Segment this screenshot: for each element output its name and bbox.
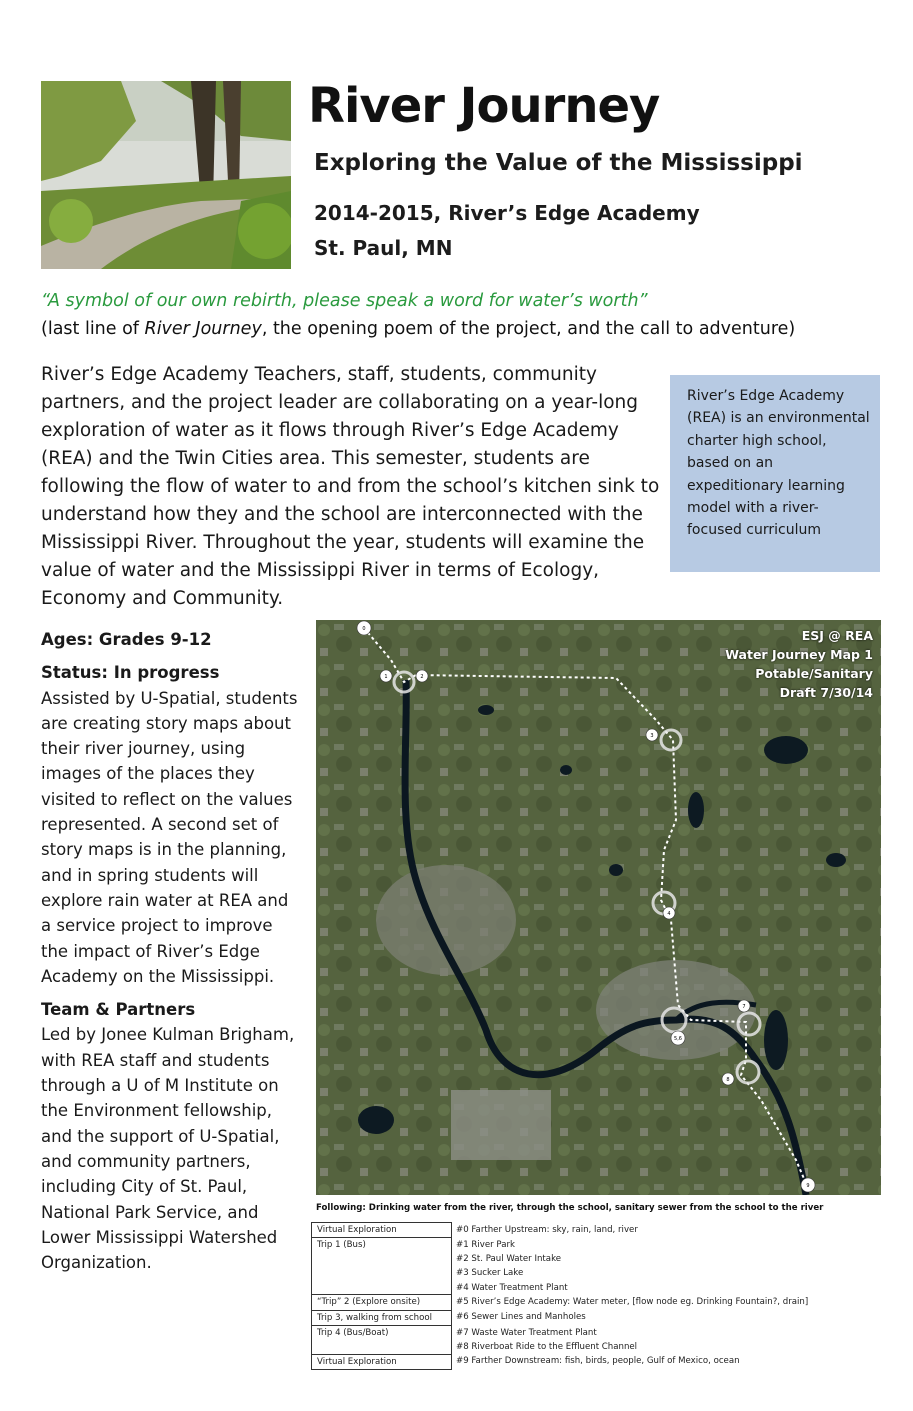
stop-line: #1 River Park xyxy=(456,1239,515,1250)
stops-cell xyxy=(452,1223,814,1238)
legend-row xyxy=(312,1310,814,1325)
quote-note xyxy=(41,319,795,339)
stop-line: #6 Sewer Lines and Manholes xyxy=(456,1312,586,1323)
page-subtitle: Exploring the Value of the Mississippi xyxy=(314,150,803,176)
stop-line: #3 Sucker Lake xyxy=(456,1268,524,1279)
project-details xyxy=(41,627,299,1275)
stop-line: #8 Riverboat Ride to the Effluent Channel xyxy=(456,1341,638,1352)
stop-5-6: 5,6 xyxy=(674,1036,682,1042)
stop-line: #7 Waste Water Treatment Plant xyxy=(456,1327,597,1338)
legend-row xyxy=(312,1223,814,1238)
trip-cell: Virtual Exploration xyxy=(312,1223,452,1238)
stop-9: 9 xyxy=(806,1183,810,1189)
stop-0: 0 xyxy=(362,626,366,632)
trip-cell: Virtual Exploration xyxy=(312,1354,452,1369)
map-label-1: ESJ @ REA xyxy=(801,628,873,643)
year-school: 2014-2015, River’s Edge Academy xyxy=(314,201,700,225)
legend-row xyxy=(312,1238,814,1295)
status-text: Assisted by U-Spatial, students are creating story maps about their river journey, using images of the places they visited to reflect on the values represented. A second set of story maps is in the planning, and in spring students will explore rain water at REA and a service project to improve the impact of River’s Edge Academy on the Mississippi. xyxy=(41,688,298,986)
stop-line: #9 Farther Downstream: fish, birds, people, Gulf of Mexico, ocean xyxy=(456,1356,740,1367)
stops-cell xyxy=(452,1238,814,1295)
stops-cell xyxy=(452,1295,814,1310)
stop-8: 8 xyxy=(726,1077,730,1083)
quote-note-start: (last line of xyxy=(41,319,145,339)
intro-paragraph: River’s Edge Academy Teachers, staff, students, community partners, and the project leader are collaborating on a year-long exploration of water as it flows through River’s Edge Academy (REA) and the Twin Cities area. This semester, students are following the flow of water to and from the school’s kitchen sink to understand how they and the school are interconnected with the Mississippi River. Throughout the year, students will examine the value of water and the Mississippi River in terms of Ecology, Economy and Community. xyxy=(41,364,660,609)
stop-3: 3 xyxy=(650,733,654,739)
trip-cell: “Trip” 2 (Explore onsite) xyxy=(312,1295,452,1310)
legend-row xyxy=(312,1326,814,1355)
rea-info-box: River’s Edge Academy (REA) is an environmental charter high school, based on an expeditionary learning model with a river-focused curriculum xyxy=(670,375,880,572)
stops-cell xyxy=(452,1354,814,1369)
map-label-4: Draft 7/30/14 xyxy=(779,685,873,700)
stops-cell xyxy=(452,1326,814,1355)
map-label-3: Potable/Sanitary xyxy=(755,666,873,681)
stop-4: 4 xyxy=(667,911,671,917)
trip-legend-table xyxy=(311,1222,814,1370)
stop-line: #5 River’s Edge Academy: Water meter, [flow node eg. Drinking Fountain?, drain] xyxy=(456,1296,809,1307)
stop-7: 7 xyxy=(742,1004,746,1010)
quote-note-end: , the opening poem of the project, and the call to adventure) xyxy=(261,319,796,339)
stop-2: 2 xyxy=(420,674,424,680)
stop-1: 1 xyxy=(384,674,388,680)
map-label-2: Water Journey Map 1 xyxy=(725,647,873,662)
quote-note-title: River Journey xyxy=(144,319,262,339)
map-caption: Following: Drinking water from the river, through the school, sanitary sewer from the school to the river xyxy=(316,1203,824,1213)
water-journey-map xyxy=(316,620,881,1195)
legend-row xyxy=(312,1295,814,1310)
legend-row xyxy=(312,1354,814,1369)
page-title: River Journey xyxy=(308,78,660,134)
team-heading: Team & Partners xyxy=(41,1000,196,1020)
trip-cell: Trip 3, walking from school xyxy=(312,1310,452,1325)
stops-cell xyxy=(452,1310,814,1325)
trip-cell: Trip 1 (Bus) xyxy=(312,1238,452,1295)
river-path-photo xyxy=(41,81,291,269)
stop-line: #2 St. Paul Water Intake xyxy=(456,1254,562,1265)
poem-quote: “A symbol of our own rebirth, please speak a word for water’s worth” xyxy=(41,291,648,311)
stop-line: #0 Farther Upstream: sky, rain, land, river xyxy=(456,1224,638,1235)
trip-cell: Trip 4 (Bus/Boat) xyxy=(312,1326,452,1355)
stop-line: #4 Water Treatment Plant xyxy=(456,1282,568,1293)
team-text: Led by Jonee Kulman Brigham, with REA staff and students through a U of M Institute on the Environment fellowship, and the support of U-Spatial, and community partners, including City of St. Paul, National Park Service, and Lower Mississippi Watershed Organization. xyxy=(41,1025,295,1273)
ages-heading: Ages: Grades 9-12 xyxy=(41,630,212,649)
city: St. Paul, MN xyxy=(314,236,453,260)
status-heading: Status: In progress xyxy=(41,663,220,683)
